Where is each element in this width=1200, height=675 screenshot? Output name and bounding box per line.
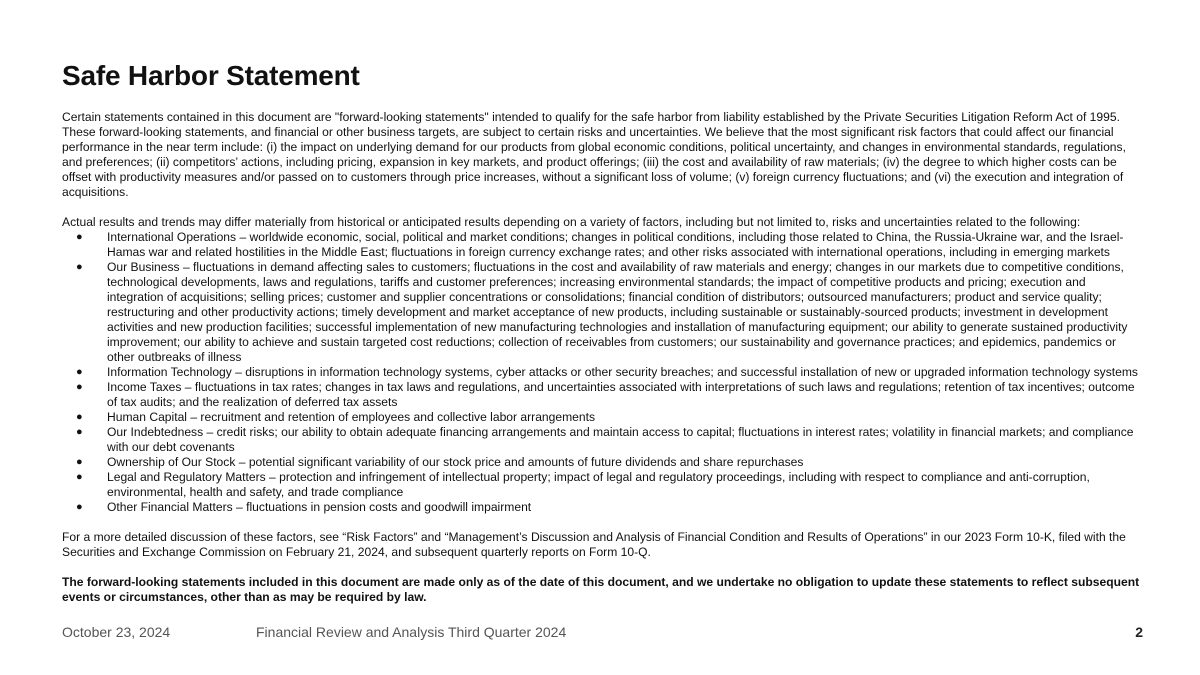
list-item — [62, 230, 1144, 260]
bullet-icon: ● — [76, 261, 83, 273]
bullet-icon: ● — [76, 411, 83, 423]
factors-intro-paragraph: Actual results and trends may differ materially from historical or anticipated results depending on a variety of factors, including but not limited to, risks and uncertainties related to the following: — [62, 215, 1081, 229]
list-item-text: Income Taxes – fluctuations in tax rates; changes in tax laws and regulations, and uncertainties associated with interpretations of such laws and regulations; retention of tax incentives; outcome of tax audits; and the realization of deferred tax assets — [107, 380, 1135, 409]
list-item-text: Legal and Regulatory Matters – protection and infringement of intellectual property; impact of legal and regulatory proceedings, including with respect to compliance and anti-corruption, environmental, health and safety, and trade compliance — [107, 470, 1090, 499]
bullet-icon: ● — [76, 456, 83, 468]
statement-body — [62, 110, 1144, 605]
references-paragraph: For a more detailed discussion of these factors, see “Risk Factors” and “Management’s Discussion and Analysis of Financial Condition and Results of Operations” in our 2023 Form 10-K, filed with the Securities and Exchange Commission on February 21, 2024, and subsequent quarterly reports on Form 10-Q. — [62, 530, 1126, 559]
list-item — [62, 455, 1144, 470]
spacer — [62, 560, 1144, 575]
footer-title: Financial Review and Analysis Third Quarter 2024 — [256, 624, 567, 640]
footer-date: October 23, 2024 — [62, 624, 171, 640]
page-number: 2 — [1135, 624, 1143, 640]
risk-factor-list — [62, 230, 1144, 515]
bullet-icon: ● — [76, 366, 83, 378]
spacer — [62, 515, 1144, 530]
list-item-text: Human Capital – recruitment and retention of employees and collective labor arrangements — [107, 410, 596, 424]
intro-paragraph: Certain statements contained in this document are "forward-looking statements" intended to qualify for the safe harbor from liability established by the Private Securities Litigation Reform Act of 1995. These forward-looking statements, and financial or other business targets, are subject to certain risks and uncertainties. We believe that the most significant risk factors that could affect our financial performance in the near term include: (i) the impact on underlying demand for our products from global economic conditions, political uncertainty, and changes in environmental standards, regulations, and preferences; (ii) competitors’ actions, including pricing, expansion in key markets, and product offerings; (iii) the cost and availability of raw materials; (iv) the degree to which higher costs can be offset with productivity measures and/or passed on to customers through price increases, without a significant loss of volume; (v) foreign currency fluctuations; and (vi) the execution and integration of acquisitions. — [62, 110, 1126, 199]
list-item — [62, 500, 1144, 515]
bullet-icon: ● — [76, 381, 83, 393]
list-item-text: Other Financial Matters – fluctuations in pension costs and goodwill impairment — [107, 500, 532, 514]
list-item — [62, 425, 1144, 455]
spacer — [62, 200, 1144, 215]
list-item-text: International Operations – worldwide economic, social, political and market conditions; changes in political conditions, including those related to China, the Russia-Ukraine war, and the Israel-Hamas war and related hostilities in the Middle East; fluctuations in foreign currency exchange rates; and other risks associated with international operations, including in emerging markets — [107, 230, 1124, 259]
bullet-icon: ● — [76, 471, 83, 483]
list-item — [62, 365, 1144, 380]
bullet-icon: ● — [76, 501, 83, 513]
list-item — [62, 380, 1144, 410]
list-item-text: Our Indebtedness – credit risks; our ability to obtain adequate financing arrangements and maintain access to capital; fluctuations in interest rates; volatility in financial markets; and compliance with our debt covenants — [107, 425, 1134, 454]
bullet-icon: ● — [76, 426, 83, 438]
list-item-text: Our Business – fluctuations in demand affecting sales to customers; fluctuations in the cost and availability of raw materials and energy; changes in our markets due to competitive conditions, technological developments, laws and regulations, tariffs and customer preferences; increasing environmental standards; the impact of competitive products and pricing; execution and integration of acquisitions; selling prices; customer and supplier concentrations or consolidations; financial condition of distributors; outsourced manufacturers; product and service quality; restructuring and other productivity actions; timely development and market acceptance of new products, including sustainable or sustainably-sourced products; investment in development activities and new production facilities; successful implementation of new manufacturing technologies and installation of manufacturing equipment; our ability to generate sustained productivity improvement; our ability to achieve and sustain targeted cost reductions; collection of receivables from customers; our sustainability and governance practices; and epidemics, pandemics or other outbreaks of illness — [107, 260, 1128, 364]
list-item-text: Ownership of Our Stock – potential significant variability of our stock price and amounts of future dividends and share repurchases — [107, 455, 804, 469]
list-item — [62, 470, 1144, 500]
list-item-text: Information Technology – disruptions in information technology systems, cyber attacks or other security breaches; and successful installation of new or upgraded information technology systems — [107, 365, 1138, 379]
page-title: Safe Harbor Statement — [62, 60, 360, 91]
list-item — [62, 410, 1144, 425]
footer — [62, 624, 1143, 644]
list-item — [62, 260, 1144, 365]
disclaimer-paragraph: The forward-looking statements included in this document are made only as of the date of this document, and we undertake no obligation to update these statements to reflect subsequent events or circumstances, other than as may be required by law. — [62, 575, 1140, 604]
bullet-icon: ● — [76, 231, 83, 243]
